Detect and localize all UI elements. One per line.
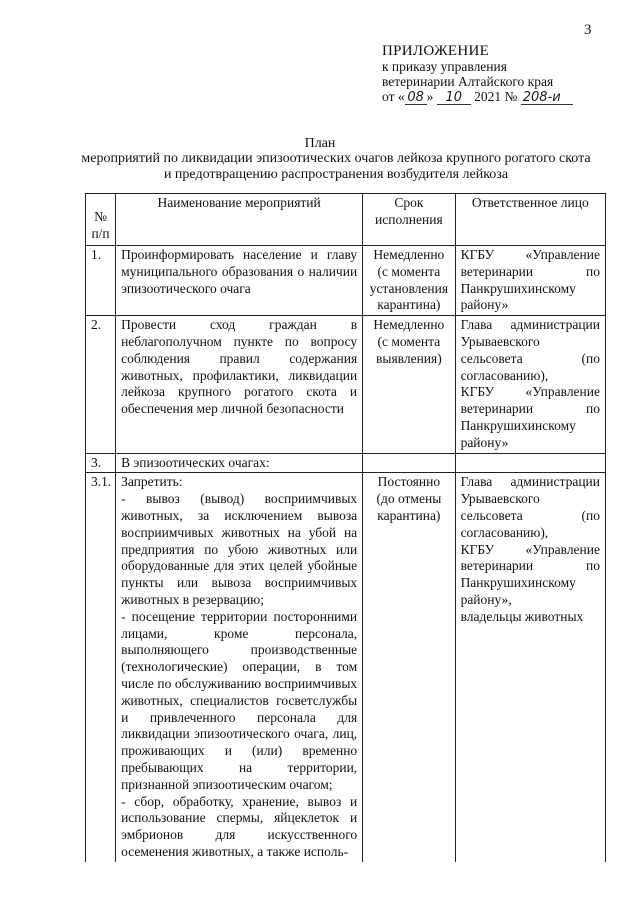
subtitle-line-2: и предотвращению распространения возбудителя лейкоза xyxy=(163,167,509,182)
row-term xyxy=(363,453,455,473)
annex-title: ПРИЛОЖЕНИЕ xyxy=(382,43,490,59)
annex-line-department: ветеринарии Алтайского края xyxy=(382,74,554,89)
table-row xyxy=(86,316,606,453)
document-subtitle xyxy=(56,151,616,183)
row-num: 3.1. xyxy=(86,473,116,862)
table-row xyxy=(86,473,606,862)
date-prefix: от « xyxy=(382,89,405,104)
measures-table xyxy=(85,193,606,862)
annex-line-order: к приказу управления xyxy=(382,59,507,74)
document-title: План xyxy=(304,136,336,151)
date-year: 2021 № xyxy=(474,89,518,104)
header-activity: Наименование мероприятий xyxy=(116,194,363,246)
header-term: Срок исполнения xyxy=(363,194,455,246)
date-mid: » xyxy=(426,89,434,104)
row-term: Немедленно (с момента установления карантина) xyxy=(363,246,455,316)
table-row xyxy=(86,246,606,316)
row-responsible: Глава администрации Урываевского сельсовета (по согласованию), КГБУ «Управление ветеринарии по Панкрушихинскому району», владельцы животных xyxy=(455,473,605,862)
header-num: № п/п xyxy=(86,194,116,246)
row-term: Постоянно (до отмены карантина) xyxy=(363,473,455,862)
table-header-row xyxy=(86,194,606,246)
page-number: 3 xyxy=(584,22,592,38)
annex-date-line xyxy=(382,89,573,105)
table-row xyxy=(86,453,606,473)
row-activity: Запретить: - вывоз (вывод) восприимчивых животных, за исключением вывоза восприимчивых животных на убой на предприятия по убою животных или оборудованные для этих целей убойные пункты или вывоза восприимчивых животных в резервацию; - посещение территории посторонними лицами, кроме персонала, выполняющего производственные (технологические) операции, в том числе по обслуживанию восприимчивых животных, специалистов госветслужбы и привлеченного персонала для ликвидации эпизоотического очага, лиц, проживающих и (или) временно пребывающих на территории, признанной эпизоотическим очагом; - сбор, обработку, хранение, вывоз и использование спермы, яйцеклеток и эмбрионов для искусственного осеменения животных, а также исполь- xyxy=(116,473,363,862)
row-term: Немедленно (с момента выявления) xyxy=(363,316,455,453)
row-num: 2. xyxy=(86,316,116,453)
row-responsible: КГБУ «Управление ветеринарии по Панкрушихинскому району» xyxy=(455,246,605,316)
row-activity: Провести сход граждан в неблагополучном пункте по вопросу соблюдения правил содержания животных, профилактики, ликвидации лейкоза крупного рогатого скота и обеспечения мер личной безопасности xyxy=(116,316,363,453)
handwritten-day: 08 xyxy=(405,92,427,105)
row-activity: Проинформировать население и главу муниципального образования о наличии эпизоотического очага xyxy=(116,246,363,316)
row-num: 3. xyxy=(86,453,116,473)
subtitle-line-1: мероприятий по ликвидации эпизоотических очагов лейкоза крупного рогатого скота xyxy=(81,151,591,166)
header-responsible: Ответственное лицо xyxy=(455,194,605,246)
handwritten-month: 10 xyxy=(437,92,471,105)
row-responsible: Глава администрации Урываевского сельсовета (по согласованию), КГБУ «Управление ветеринарии по Панкрушихинскому району» xyxy=(455,316,605,453)
row-num: 1. xyxy=(86,246,116,316)
handwritten-order-number: 208-и xyxy=(521,92,573,105)
row-activity: В эпизоотических очагах: xyxy=(116,453,363,473)
annex-block xyxy=(382,44,573,105)
row-responsible xyxy=(455,453,605,473)
